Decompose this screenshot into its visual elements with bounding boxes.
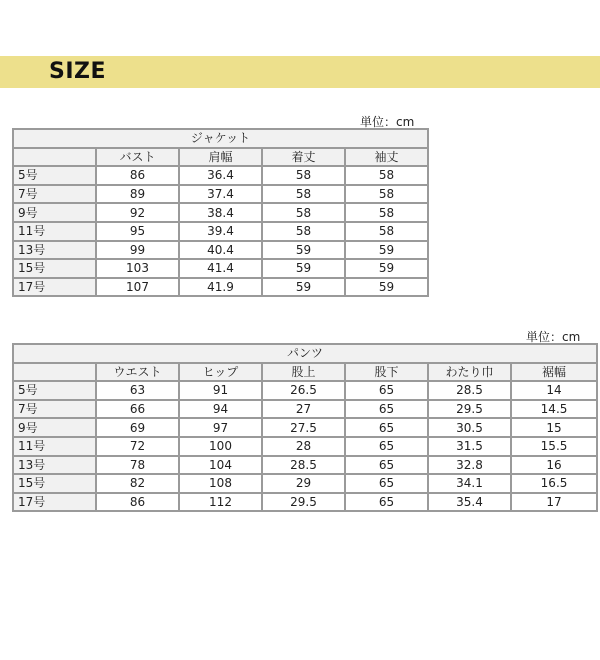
jacket-value-cell: 86: [96, 166, 179, 185]
pants-value-cell: 69: [96, 418, 179, 437]
jacket-corner-cell: [13, 148, 96, 167]
jacket-value-cell: 89: [96, 185, 179, 204]
pants-value-cell: 65: [345, 456, 428, 475]
jacket-value-cell: 58: [345, 203, 428, 222]
pants-value-cell: 100: [179, 437, 262, 456]
pants-column-header: ウエスト: [96, 363, 179, 382]
pants-value-cell: 26.5: [262, 381, 345, 400]
jacket-value-cell: 59: [345, 259, 428, 278]
pants-size-label: 9号: [13, 418, 96, 437]
jacket-value-cell: 38.4: [179, 203, 262, 222]
pants-value-cell: 14: [511, 381, 597, 400]
pants-value-cell: 29: [262, 474, 345, 493]
jacket-column-header: バスト: [96, 148, 179, 167]
table-row: [13, 400, 597, 419]
jacket-value-cell: 40.4: [179, 241, 262, 260]
jacket-value-cell: 41.4: [179, 259, 262, 278]
jacket-column-header: 着丈: [262, 148, 345, 167]
pants-value-cell: 28.5: [428, 381, 511, 400]
pants-value-cell: 35.4: [428, 493, 511, 512]
table-row: [13, 493, 597, 512]
pants-value-cell: 65: [345, 381, 428, 400]
jacket-value-cell: 58: [262, 222, 345, 241]
pants-value-cell: 15: [511, 418, 597, 437]
pants-size-label: 5号: [13, 381, 96, 400]
pants-value-cell: 63: [96, 381, 179, 400]
table-row: [13, 166, 428, 185]
pants-table-title: パンツ: [13, 344, 597, 363]
pants-value-cell: 108: [179, 474, 262, 493]
pants-value-cell: 14.5: [511, 400, 597, 419]
jacket-value-cell: 58: [262, 203, 345, 222]
jacket-column-header: 袖丈: [345, 148, 428, 167]
pants-value-cell: 15.5: [511, 437, 597, 456]
pants-size-table: [12, 343, 598, 512]
pants-size-label: 15号: [13, 474, 96, 493]
jacket-value-cell: 58: [262, 166, 345, 185]
table-row: [13, 474, 597, 493]
table-row: [13, 241, 428, 260]
jacket-size-label: 15号: [13, 259, 96, 278]
jacket-value-cell: 58: [345, 185, 428, 204]
jacket-value-cell: 37.4: [179, 185, 262, 204]
pants-column-header: 裾幅: [511, 363, 597, 382]
jacket-value-cell: 59: [262, 259, 345, 278]
pants-value-cell: 29.5: [262, 493, 345, 512]
pants-value-cell: 28.5: [262, 456, 345, 475]
pants-value-cell: 65: [345, 493, 428, 512]
jacket-value-cell: 59: [345, 278, 428, 297]
table-row: [13, 456, 597, 475]
jacket-value-cell: 92: [96, 203, 179, 222]
pants-value-cell: 65: [345, 474, 428, 493]
pants-value-cell: 112: [179, 493, 262, 512]
jacket-size-label: 9号: [13, 203, 96, 222]
pants-value-cell: 86: [96, 493, 179, 512]
pants-value-cell: 65: [345, 437, 428, 456]
table-row: [13, 259, 428, 278]
jacket-value-cell: 59: [345, 241, 428, 260]
pants-value-cell: 28: [262, 437, 345, 456]
pants-value-cell: 65: [345, 400, 428, 419]
table-row: [13, 437, 597, 456]
pants-value-cell: 82: [96, 474, 179, 493]
pants-value-cell: 97: [179, 418, 262, 437]
jacket-value-cell: 59: [262, 278, 345, 297]
pants-column-header: 股下: [345, 363, 428, 382]
pants-column-header: ヒップ: [179, 363, 262, 382]
pants-value-cell: 78: [96, 456, 179, 475]
jacket-title-row: [13, 129, 428, 148]
jacket-value-cell: 107: [96, 278, 179, 297]
pants-value-cell: 27.5: [262, 418, 345, 437]
jacket-table-title: ジャケット: [13, 129, 428, 148]
jacket-size-label: 5号: [13, 166, 96, 185]
pants-value-cell: 104: [179, 456, 262, 475]
jacket-size-label: 7号: [13, 185, 96, 204]
pants-size-label: 17号: [13, 493, 96, 512]
pants-value-cell: 29.5: [428, 400, 511, 419]
jacket-size-table: [12, 128, 429, 297]
jacket-size-label: 11号: [13, 222, 96, 241]
pants-value-cell: 27: [262, 400, 345, 419]
size-banner: [0, 56, 600, 88]
jacket-value-cell: 58: [262, 185, 345, 204]
pants-value-cell: 30.5: [428, 418, 511, 437]
pants-size-label: 7号: [13, 400, 96, 419]
table-row: [13, 185, 428, 204]
jacket-value-cell: 103: [96, 259, 179, 278]
pants-size-label: 11号: [13, 437, 96, 456]
pants-title-row: [13, 344, 597, 363]
pants-value-cell: 16.5: [511, 474, 597, 493]
pants-value-cell: 66: [96, 400, 179, 419]
jacket-value-cell: 99: [96, 241, 179, 260]
jacket-value-cell: 39.4: [179, 222, 262, 241]
jacket-value-cell: 95: [96, 222, 179, 241]
jacket-size-label: 17号: [13, 278, 96, 297]
pants-value-cell: 91: [179, 381, 262, 400]
jacket-value-cell: 41.9: [179, 278, 262, 297]
table-row: [13, 203, 428, 222]
pants-unit-label: 単位：cm: [526, 330, 581, 344]
jacket-value-cell: 59: [262, 241, 345, 260]
pants-corner-cell: [13, 363, 96, 382]
table-row: [13, 381, 597, 400]
jacket-value-cell: 58: [345, 222, 428, 241]
table-row: [13, 418, 597, 437]
pants-value-cell: 34.1: [428, 474, 511, 493]
pants-value-cell: 31.5: [428, 437, 511, 456]
pants-column-header: 股上: [262, 363, 345, 382]
table-row: [13, 222, 428, 241]
pants-value-cell: 72: [96, 437, 179, 456]
pants-value-cell: 16: [511, 456, 597, 475]
jacket-column-header: 肩幅: [179, 148, 262, 167]
pants-value-cell: 32.8: [428, 456, 511, 475]
jacket-header-row: [13, 148, 428, 167]
jacket-unit-label: 単位：cm: [360, 115, 415, 129]
pants-value-cell: 94: [179, 400, 262, 419]
jacket-size-label: 13号: [13, 241, 96, 260]
table-row: [13, 278, 428, 297]
pants-value-cell: 65: [345, 418, 428, 437]
pants-size-label: 13号: [13, 456, 96, 475]
page-title: SIZE: [49, 59, 107, 84]
pants-header-row: [13, 363, 597, 382]
jacket-value-cell: 36.4: [179, 166, 262, 185]
pants-value-cell: 17: [511, 493, 597, 512]
pants-column-header: わたり巾: [428, 363, 511, 382]
jacket-value-cell: 58: [345, 166, 428, 185]
